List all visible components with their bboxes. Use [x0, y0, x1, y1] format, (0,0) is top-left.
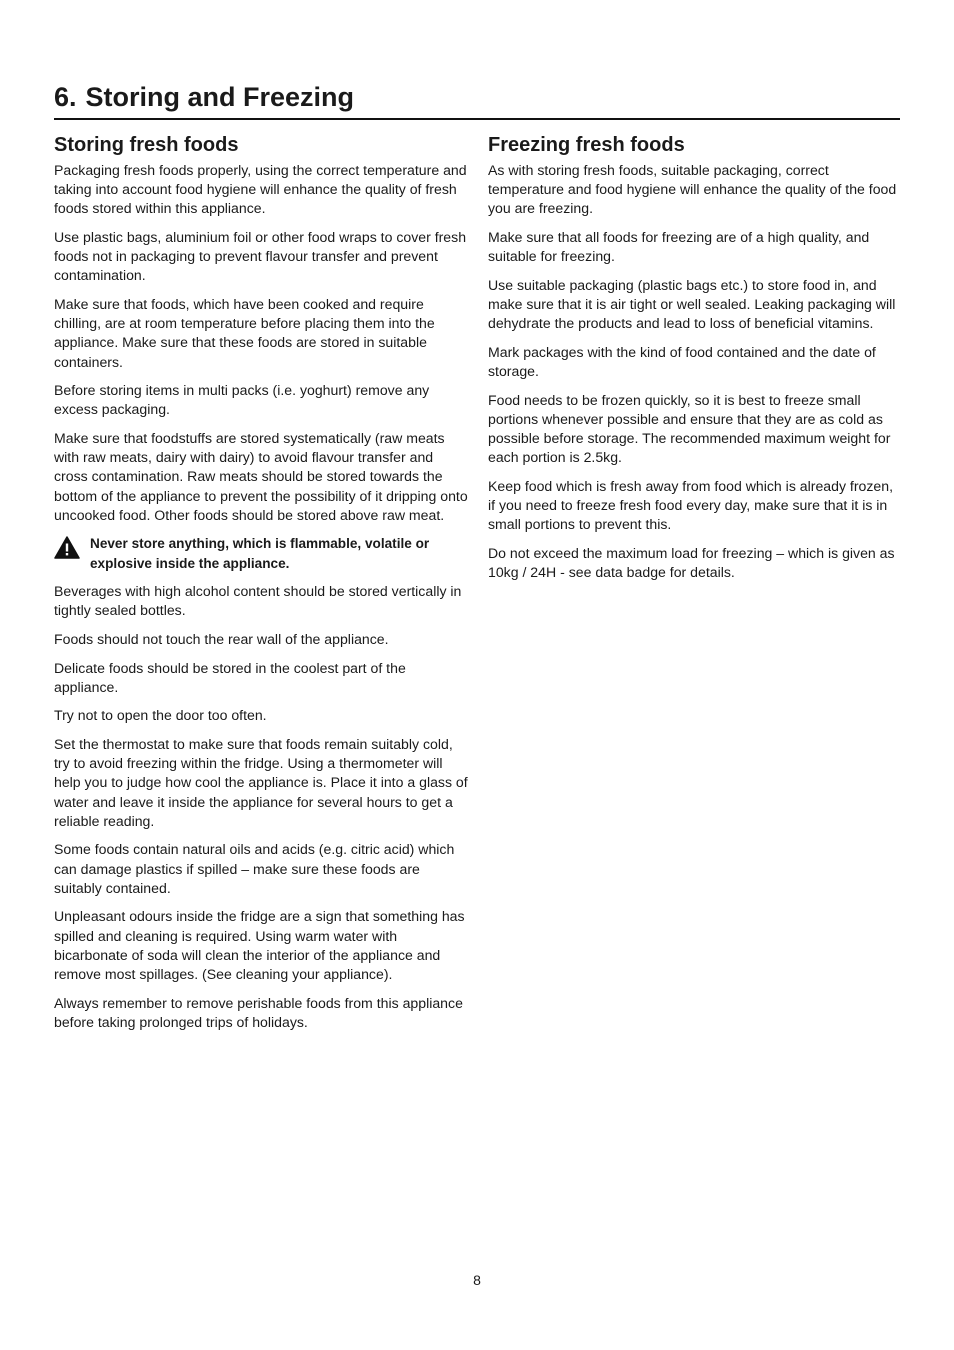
paragraph: Unpleasant odours inside the fridge are a sign that something has spilled and cleaning is required. Using warm water with bicarbonate of soda will clean the interior of the appliance and remove most spillages. (See cleaning your appliance). [54, 908, 465, 982]
freezing-heading: Freezing fresh foods [488, 134, 685, 156]
warning-note [54, 534, 468, 572]
paragraph: Before storing items in multi packs (i.e. yoghurt) remove any excess packaging. [54, 382, 430, 418]
paragraph: Delicate foods should be stored in the coolest part of the appliance. [54, 659, 406, 695]
section-title: Storing and Freezing [85, 82, 355, 112]
paragraph: Beverages with high alcohol content should be stored vertically in tightly sealed bottles. [54, 583, 462, 619]
paragraph: Mark packages with the kind of food contained and the date of storage. [488, 343, 876, 379]
right-column [488, 132, 902, 592]
paragraph: Keep food which is fresh away from food which is already frozen, if you need to freeze fresh food every day, make sure that it is in small portions to prevent this. [488, 477, 894, 533]
left-column [54, 132, 468, 1041]
paragraph: Do not exceed the maximum load for freezing – which is given as 10kg / 24H - see data badge for details. [488, 544, 895, 580]
storing-heading: Storing fresh foods [54, 134, 239, 156]
paragraph: Make sure that foodstuffs are stored systematically (raw meats with raw meats, dairy with dairy) to avoid flavour transfer and cross contamination. Raw meats should be stored towards the bottom of the appliance to prevent the possibility of it dripping onto uncooked food. Other foods should be stored above raw meat. [54, 430, 468, 523]
paragraph: Some foods contain natural oils and acids (e.g. citric acid) which can damage plastics if spilled – make sure these foods are suitably contained. [54, 841, 455, 896]
paragraph: Try not to open the door too often. [54, 707, 267, 724]
paragraph: Make sure that foods, which have been cooked and require chilling, are at room temperature before placing them into the appliance. Make sure that these foods are stored in suitable containers. [54, 296, 435, 370]
paragraph: Foods should not touch the rear wall of the appliance. [54, 631, 389, 647]
paragraph: Use plastic bags, aluminium foil or other food wraps to cover fresh foods not in packaging to prevent flavour transfer and prevent contamination. [54, 229, 467, 284]
paragraph: Make sure that all foods for freezing are of a high quality, and suitable for freezing. [488, 229, 870, 265]
warning-triangle-icon [54, 536, 80, 564]
paragraph: As with storing fresh foods, suitable packaging, correct temperature and food hygiene will enhance the quality of the food you are freezing. [488, 162, 897, 217]
paragraph: Use suitable packaging (plastic bags etc.) to store food in, and make sure that it is air tight or well sealed. Leaking packaging will dehydrate the products and lead to loss of beneficial vitamins. [488, 276, 896, 332]
paragraph: Set the thermostat to make sure that foods remain suitably cold, try to avoid freezing within the fridge. Using a thermometer will help you to judge how cool the appliance is. Place it into a glass of water and leave it inside the appliance for several hours to get a reliable reading. [54, 735, 468, 829]
paragraph: Always remember to remove perishable foods from this appliance before taking prolonged trips of holidays. [54, 994, 463, 1030]
warning-text: Never store anything, which is flammable, volatile or explosive inside the appliance. [90, 536, 430, 571]
paragraph: Packaging fresh foods properly, using the correct temperature and taking into account food hygiene will enhance the quality of fresh foods stored within this appliance. [54, 162, 467, 217]
paragraph: Food needs to be frozen quickly, so it is best to freeze small portions whenever possible and ensure that they are as cold as possible before storage. The recommended maximum weight for each portion is 2.5kg. [488, 391, 891, 466]
section-number: 6. [54, 82, 77, 112]
page-title [54, 78, 900, 120]
page-number: 8 [473, 1272, 481, 1288]
